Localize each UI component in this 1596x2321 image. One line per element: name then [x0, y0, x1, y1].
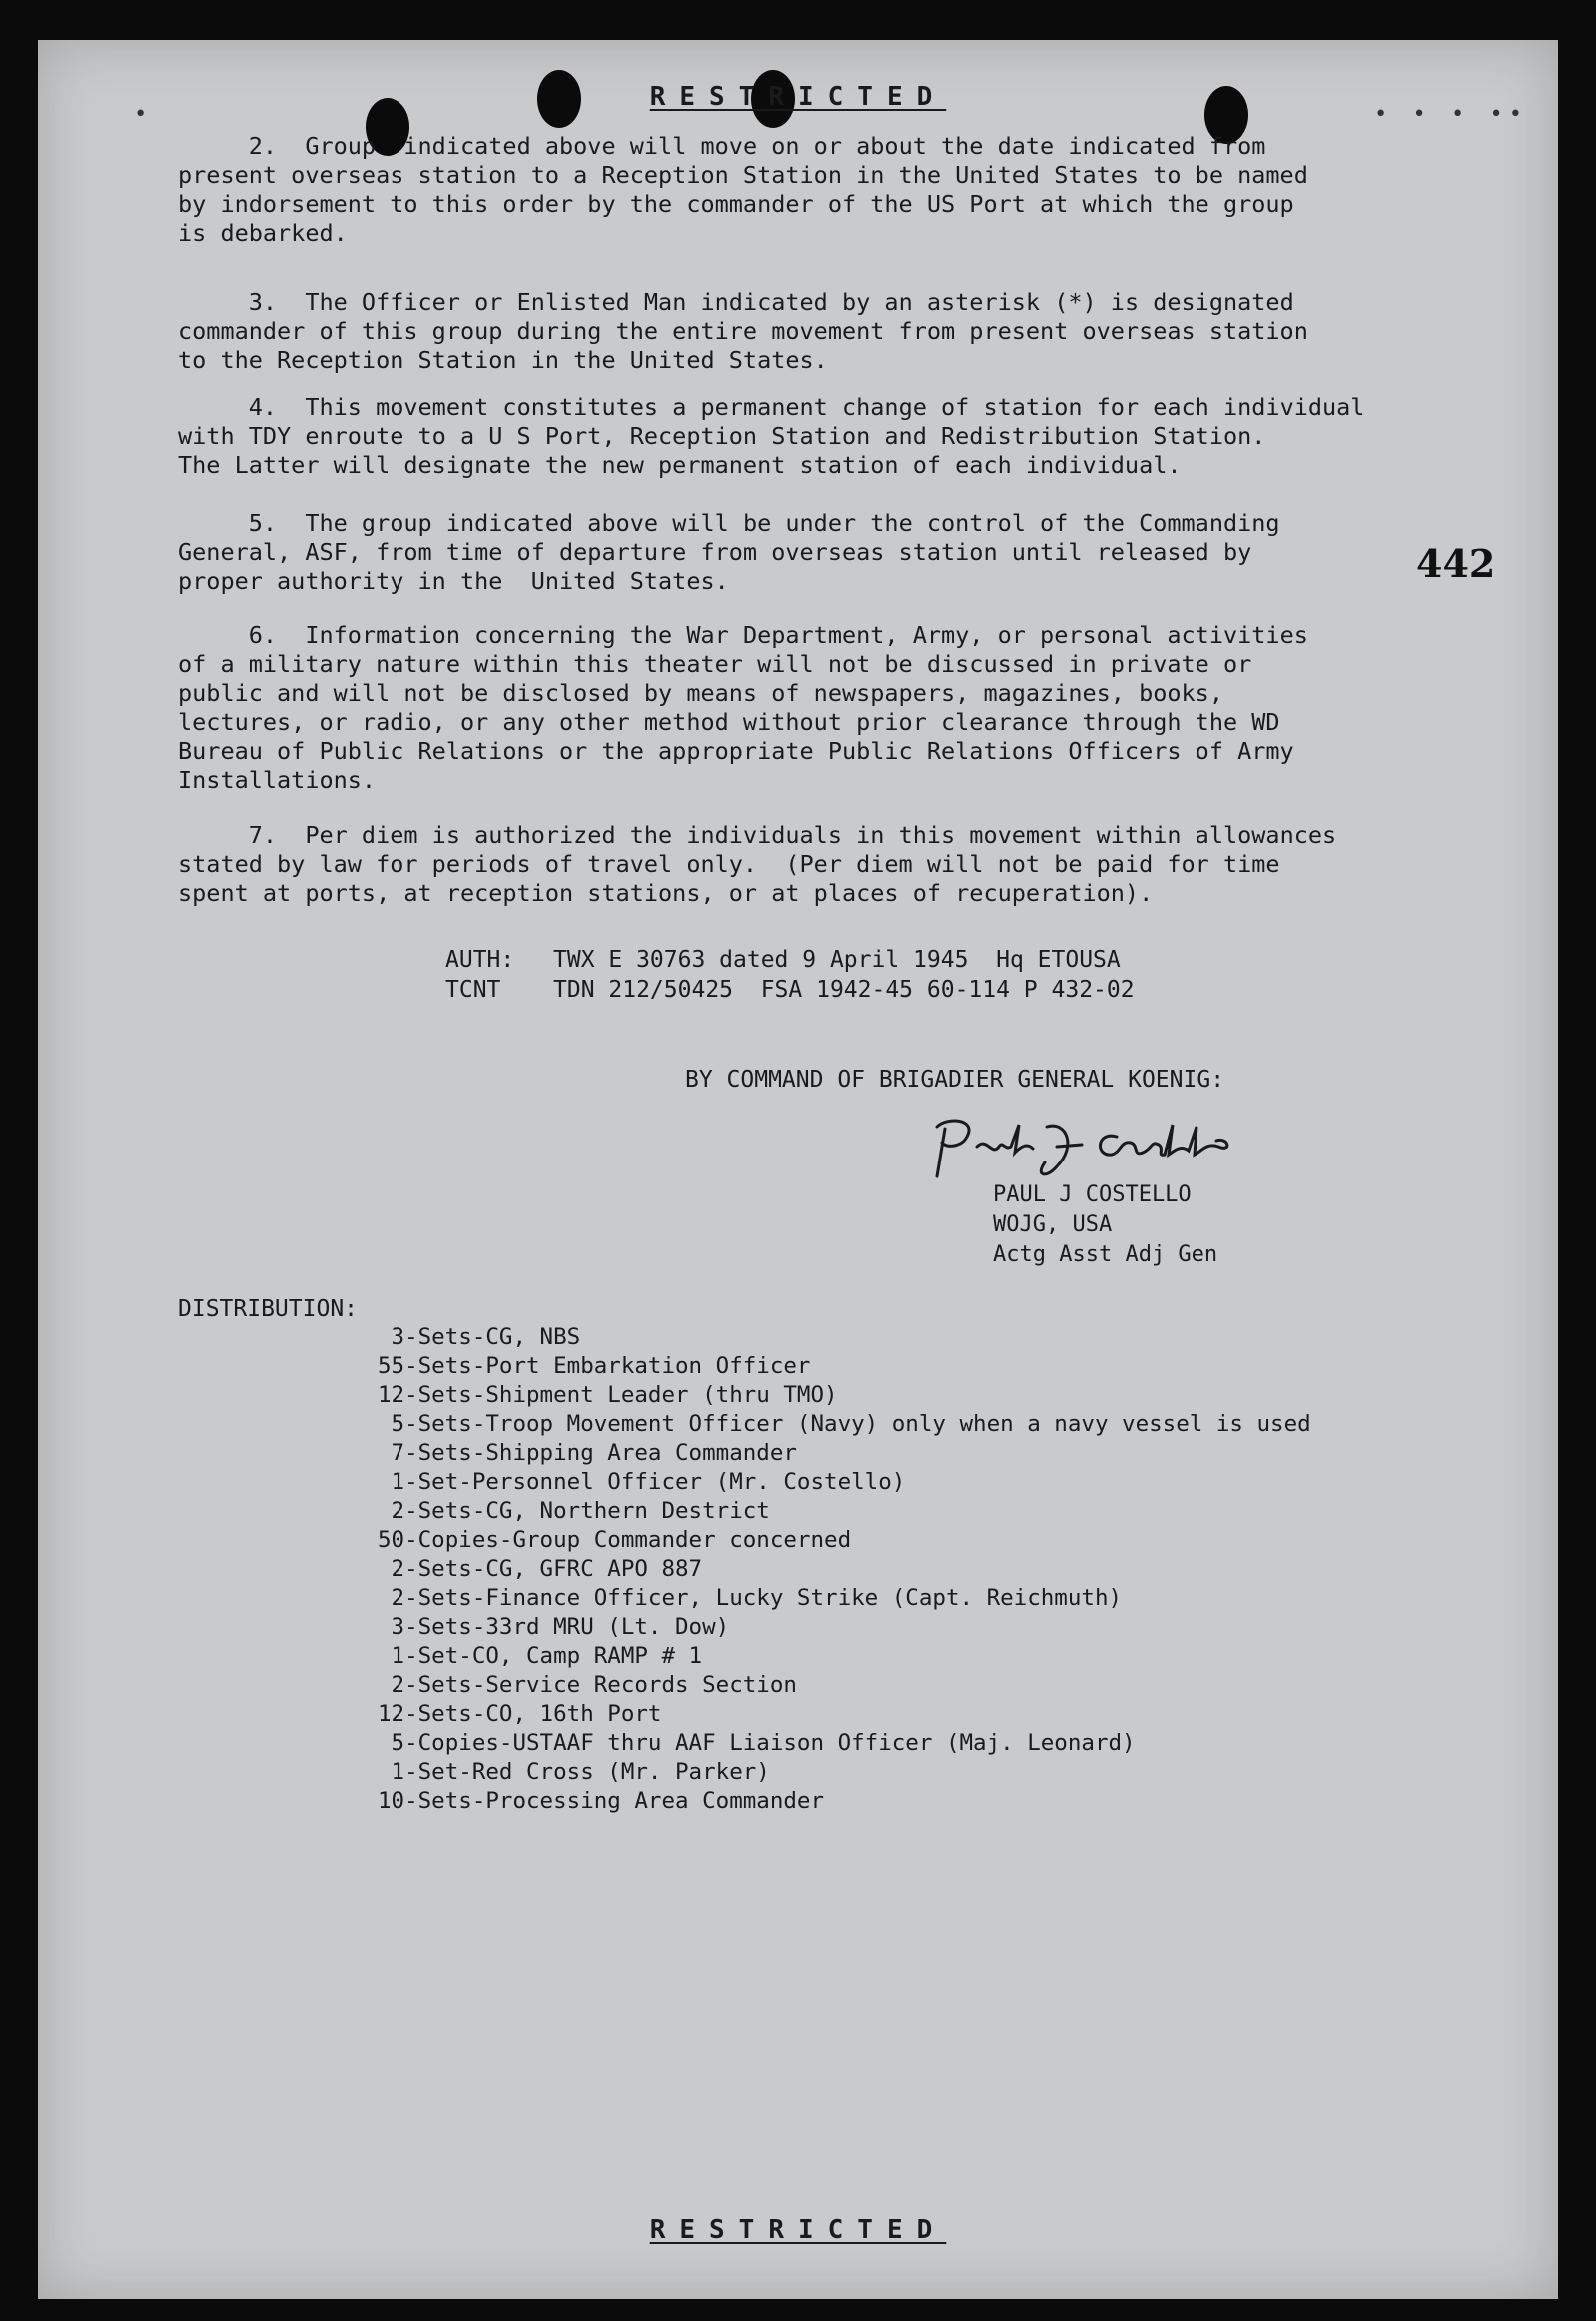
- distribution-item: 2-Sets-CG, Northern Destrict: [378, 1498, 770, 1524]
- header-restricted: RESTRICTED: [649, 82, 947, 112]
- distribution-item: 3-Sets-33rd MRU (Lt. Dow): [378, 1614, 730, 1640]
- paragraph-text: Information concerning the War Department, Army, or personal activities: [305, 621, 1308, 649]
- distribution-item: 1-Set-Personnel Officer (Mr. Costello): [378, 1469, 906, 1495]
- distribution-item: 2-Sets-Service Records Section: [378, 1672, 797, 1698]
- paragraph-line: General, ASF, from time of departure from overseas station until released by: [178, 538, 1252, 566]
- paragraph-line: to the Reception Station in the United States.: [178, 346, 828, 374]
- paragraph-line: commander of this group during the entire movement from present overseas station: [178, 317, 1308, 345]
- paragraph-line: [178, 509, 1516, 538]
- edge-mark: •: [134, 102, 154, 127]
- paragraph-4: [178, 393, 1516, 480]
- auth-label: AUTH:: [445, 947, 515, 973]
- paragraph-number: 3.: [248, 288, 278, 316]
- paragraph-5: [178, 509, 1516, 596]
- paragraph-text: This movement constitutes a permanent change of station for each individual: [305, 393, 1365, 421]
- paragraph-line: is debarked.: [178, 219, 348, 247]
- distribution-item: 5-Copies-USTAAF thru AAF Liaison Officer (Maj. Leonard): [378, 1730, 1136, 1756]
- auth-text: TWX E 30763 dated 9 April 1945 Hq ETOUSA: [553, 947, 1121, 973]
- signer-name: PAUL J COSTELLO: [993, 1182, 1192, 1207]
- paragraph-line: public and will not be disclosed by means of newspapers, magazines, books,: [178, 679, 1223, 707]
- paragraph-line: Bureau of Public Relations or the appropriate Public Relations Officers of Army: [178, 737, 1294, 765]
- paragraph-6: [178, 621, 1516, 795]
- distribution-item: 3-Sets-CG, NBS: [378, 1324, 581, 1350]
- distribution-item: 12-Sets-CO, 16th Port: [378, 1701, 662, 1727]
- page-number: 442: [1416, 541, 1496, 586]
- paragraph-text: Per diem is authorized the individuals in this movement within allowances: [305, 821, 1337, 849]
- command-line: BY COMMAND OF BRIGADIER GENERAL KOENIG:: [685, 1067, 1225, 1093]
- distribution-item: 50-Copies-Group Commander concerned: [378, 1527, 852, 1553]
- paragraph-line: proper authority in the United States.: [178, 567, 729, 595]
- paragraph-number: 5.: [248, 509, 278, 537]
- tcnt-label: TCNT: [445, 977, 501, 1003]
- paragraph-line: The Latter will designate the new permanent station of each individual.: [178, 451, 1182, 479]
- paragraph-line: lectures, or radio, or any other method without prior clearance through the WD: [178, 708, 1280, 736]
- auth-line: [445, 945, 1121, 975]
- paragraph-line: present overseas station to a Reception Station in the United States to be named: [178, 161, 1308, 189]
- paragraph-line: [178, 821, 1516, 850]
- distribution-item: 1-Set-CO, Camp RAMP # 1: [378, 1643, 703, 1669]
- distribution-list: [378, 1323, 1311, 1816]
- tcnt-text: TDN 212/50425 FSA 1942-45 60-114 P 432-02: [553, 977, 1135, 1003]
- distribution-item: 1-Set-Red Cross (Mr. Parker): [378, 1759, 770, 1785]
- paragraph-line: [178, 393, 1516, 422]
- paragraph-line: of a military nature within this theater will not be discussed in private or: [178, 650, 1252, 678]
- signer-rank: WOJG, USA: [993, 1212, 1113, 1237]
- paragraph-line: [178, 621, 1516, 650]
- paragraph-line: [178, 288, 1516, 317]
- paragraph-text: Group indicated above will move on or about the date indicated from: [305, 132, 1266, 160]
- paragraph-number: 7.: [248, 821, 278, 849]
- tcnt-line: [445, 975, 1135, 1005]
- paragraph-line: by indorsement to this order by the commander of the US Port at which the group: [178, 190, 1294, 218]
- footer-restricted: RESTRICTED: [649, 2215, 947, 2245]
- distribution-item: 7-Sets-Shipping Area Commander: [378, 1440, 797, 1466]
- distribution-item: 2-Sets-Finance Officer, Lucky Strike (Capt. Reichmuth): [378, 1585, 1123, 1611]
- paragraph-2: [178, 132, 1516, 248]
- distribution-item: 12-Sets-Shipment Leader (thru TMO): [378, 1382, 838, 1408]
- distribution-item: 5-Sets-Troop Movement Officer (Navy) only when a navy vessel is used: [378, 1411, 1311, 1437]
- paragraph-number: 6.: [248, 621, 278, 649]
- paragraph-text: The Officer or Enlisted Man indicated by an asterisk (*) is designated: [305, 288, 1294, 316]
- paragraph-text: The group indicated above will be under the control of the Commanding: [305, 509, 1280, 537]
- paragraph-number: 2.: [248, 132, 278, 160]
- paragraph-line: stated by law for periods of travel only. (Per diem will not be paid for time: [178, 850, 1280, 878]
- paragraph-7: [178, 821, 1516, 908]
- paragraph-line: spent at ports, at reception stations, or at places of recuperation).: [178, 879, 1154, 907]
- paragraph-line: [178, 132, 1516, 161]
- paragraph-3: [178, 288, 1516, 375]
- paragraph-line: with TDY enroute to a U S Port, Reception Station and Redistribution Station.: [178, 422, 1266, 450]
- edge-mark: • • • ••: [1374, 102, 1528, 127]
- document-page: [38, 40, 1558, 2299]
- signature-block: [993, 1180, 1217, 1270]
- distribution-item: 2-Sets-CG, GFRC APO 887: [378, 1556, 703, 1582]
- paragraph-number: 4.: [248, 393, 278, 421]
- distribution-item: 10-Sets-Processing Area Commander: [378, 1788, 825, 1814]
- distribution-item: 55-Sets-Port Embarkation Officer: [378, 1353, 811, 1379]
- paragraph-line: Installations.: [178, 766, 377, 794]
- signer-title: Actg Asst Adj Gen: [993, 1242, 1218, 1267]
- distribution-title: DISTRIBUTION:: [178, 1296, 359, 1322]
